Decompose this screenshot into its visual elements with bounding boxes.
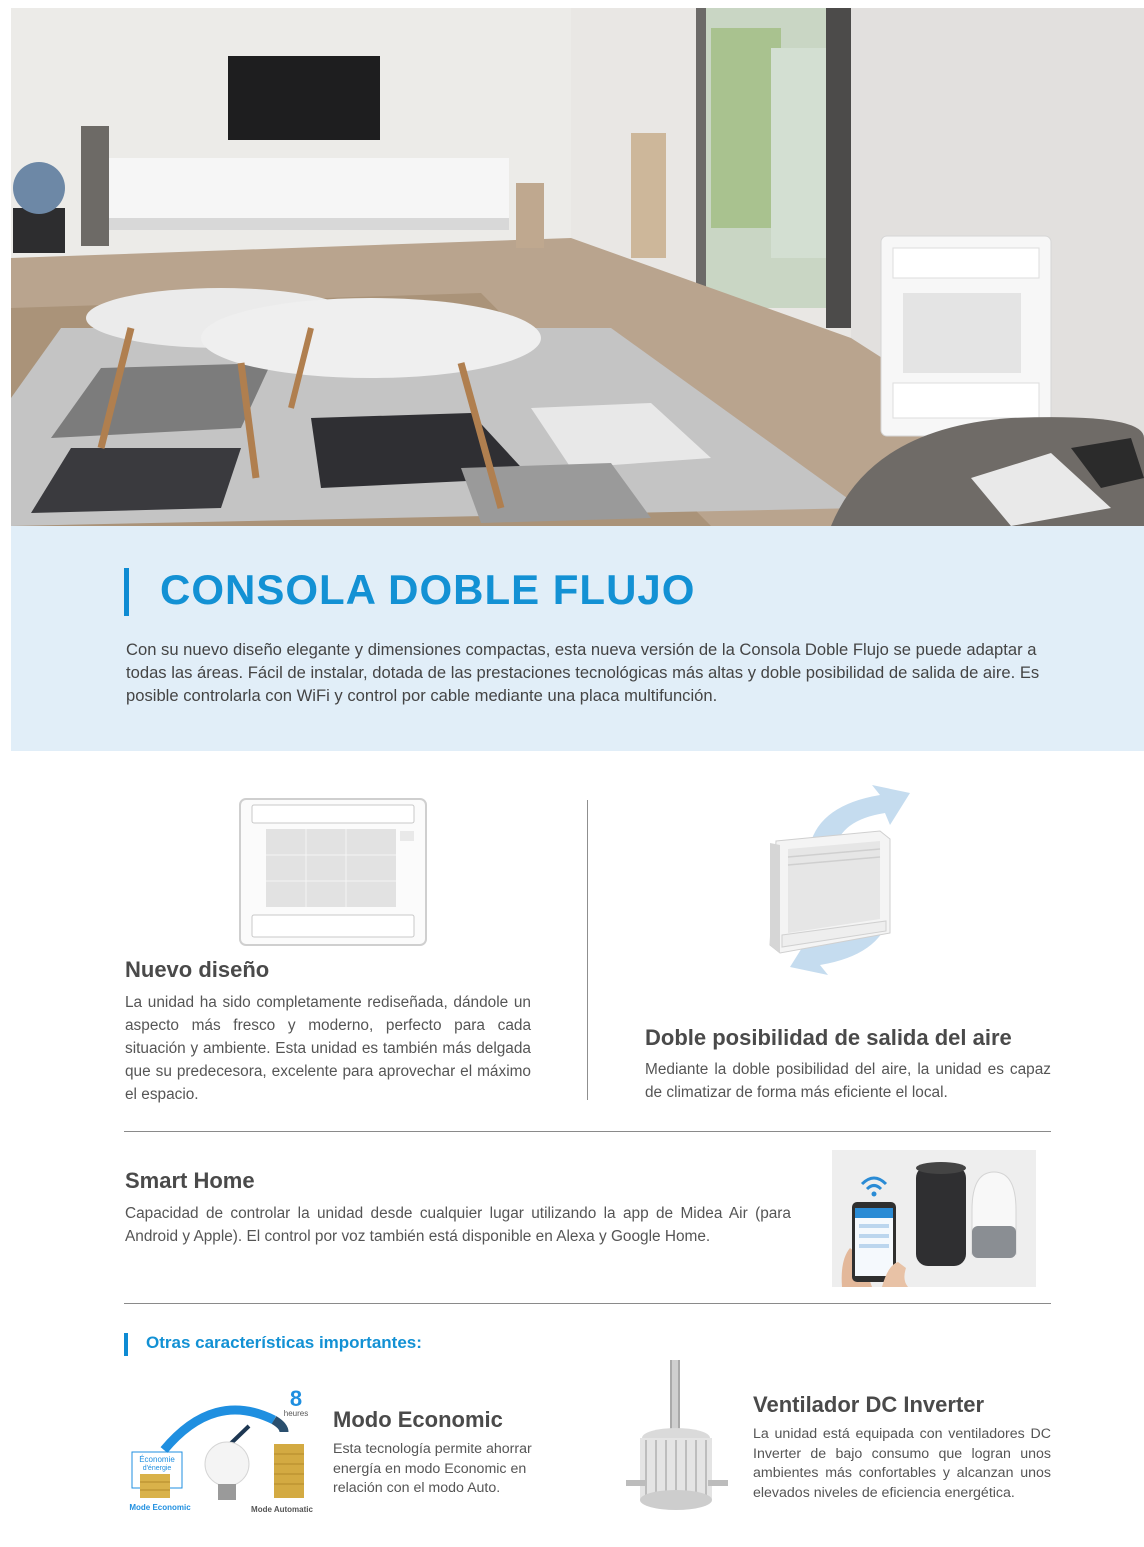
- section-divider-1: [124, 1131, 1051, 1132]
- smart-home-text: Capacidad de controlar la unidad desde cualquier lugar utilizando la app de Midea Air (para Android y Apple). El control por voz también está disponible en Alexa y Google Home.: [125, 1205, 791, 1245]
- modo-economic-text: Esta tecnología permite ahorrar energía en modo Economic en relación con el modo Auto.: [333, 1441, 532, 1496]
- ventilador-heading: Ventilador DC Inverter: [753, 1392, 985, 1417]
- feature-divider: [587, 800, 588, 1100]
- economie-label-2: d'énergie: [142, 1465, 172, 1472]
- economic-mode-graphic: [124, 1380, 320, 1520]
- nuevo-diseno-text: La unidad ha sido completamente rediseñada, dándole un aspecto más fresco y moderno, perfecto para cada situación y ambiente. Esta unidad es también más delgada que su predecesora, excelente para aprovechar el máximo el espacio.: [125, 994, 531, 1103]
- mode-automatic-label: Mode Automatic: [251, 1505, 313, 1514]
- dc-motor-image: [618, 1360, 736, 1520]
- mode-economic-label: Mode Economic: [129, 1503, 191, 1512]
- smart-home-heading: Smart Home: [125, 1168, 255, 1193]
- airflow-console-image: [740, 785, 960, 975]
- subtitle-accent-bar: [124, 1333, 128, 1356]
- smart-devices-image: [832, 1150, 1036, 1287]
- economie-label-1: Économie: [139, 1455, 175, 1464]
- section-divider-2: [124, 1303, 1051, 1304]
- other-features-title: Otras características importantes:: [146, 1333, 422, 1352]
- hours-value: 8: [289, 1386, 303, 1411]
- console-front-image: [238, 797, 428, 947]
- doble-salida-heading: Doble posibilidad de salida del aire: [645, 1025, 1012, 1050]
- modo-economic-heading: Modo Economic: [333, 1407, 503, 1432]
- doble-salida-text: Mediante la doble posibilidad del aire, la unidad es capaz de climatizar de forma más eficiente el local.: [645, 1061, 1051, 1101]
- title-accent-bar: [124, 568, 129, 616]
- nuevo-diseno-heading: Nuevo diseño: [125, 957, 270, 982]
- page-title: CONSOLA DOBLE FLUJO: [160, 566, 696, 613]
- hours-unit: heures: [283, 1409, 309, 1418]
- intro-paragraph: Con su nuevo diseño elegante y dimensiones compactas, esta nueva versión de la Consola Doble Flujo se puede adaptar a todas las áreas. Fácil de instalar, dotada de las prestaciones tecnológicas más altas y doble posibilidad de salida de aire. Es posible controlarla con WiFi y control por cable mediante una placa multifunción.: [126, 640, 1040, 705]
- ventilador-text: La unidad está equipada con ventiladores DC Inverter de bajo consumo que logran unos ambientes más confortables y alcanzan unos elevados niveles de eficiencia energética.: [753, 1426, 1051, 1501]
- hero-living-room-photo: [11, 8, 1144, 526]
